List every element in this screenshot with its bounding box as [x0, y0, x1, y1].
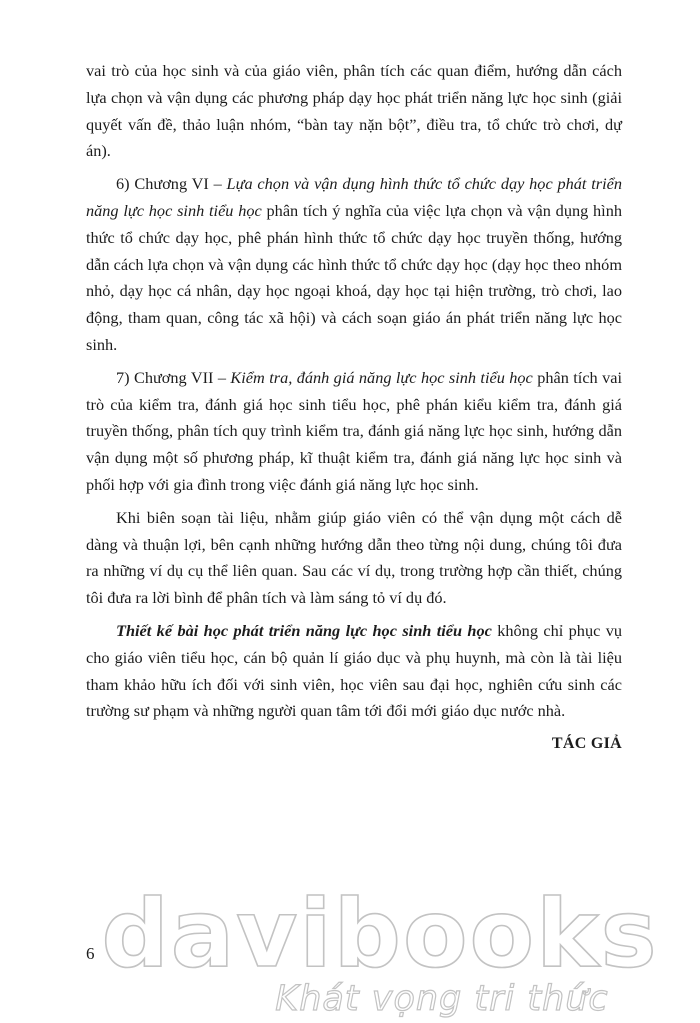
- paragraph-chapter-vii: [86, 365, 622, 499]
- chapter-vi-description: phân tích ý nghĩa của việc lựa chọn và vận dụng hình thức tổ chức dạy học, phê phán hình thức tổ chức dạy học truyền thống, hướng dẫn cách lựa chọn và vận dụng các hình thức tổ chức dạy học (dạy học theo nhóm nhỏ, dạy học cá nhân, dạy học ngoại khoá, dạy học tại hiện trường, trò chơi, lao động, tham quan, công tác xã hội) và cách soạn giáo án phát triển năng lực học sinh.: [86, 200, 622, 354]
- paragraph-chapter-vi: [86, 171, 622, 359]
- book-purpose-text: không chỉ phục vụ cho giáo viên tiểu học, cán bộ quản lí giáo dục và phụ huynh, mà còn là tài liệu tham khảo hữu ích đối với sinh viên, học viên sau đại học, nghiên cứu sinh các trường sư phạm và những người quan tâm tới đổi mới giáo dục nước nhà.: [86, 620, 622, 721]
- chapter-vii-description: phân tích vai trò của kiểm tra, đánh giá học sinh tiểu học, phê phán kiểu kiểm tra, đánh giá truyền thống, phân tích quy trình kiểm tra, đánh giá năng lực học sinh, hướng dẫn vận dụng một số phương pháp, kĩ thuật kiểm tra, đánh giá năng lực học sinh và phối hợp với gia đình trong việc đánh giá năng lực học sinh.: [86, 367, 622, 494]
- author-signature: TÁC GIẢ: [551, 735, 622, 753]
- watermark-brand: davibooks: [101, 880, 659, 989]
- chapter-vi-label: 6) Chương VI –: [116, 174, 227, 194]
- page-body-text: [86, 58, 622, 758]
- chapter-vii-label: 7) Chương VII –: [116, 367, 231, 387]
- book-title: Thiết kế bài học phát triển năng lực học sinh tiểu học: [116, 620, 492, 640]
- paragraph-book-purpose: [86, 618, 622, 725]
- page-number: 6: [86, 944, 95, 963]
- watermark-slogan: Khát vọng tri thức: [275, 979, 609, 1019]
- chapter-vi-title: Lựa chọn và vận dụng hình thức tổ chức dạy học phát triển năng lực học sinh tiểu học: [86, 174, 622, 220]
- chapter-vii-title: Kiểm tra, đánh giá năng lực học sinh tiểu học: [230, 367, 533, 387]
- paragraph-examples: Khi biên soạn tài liệu, nhằm giúp giáo viên có thể vận dụng một cách dễ dàng và thuận lợi, bên cạnh những hướng dẫn theo từng nội dung, chúng tôi đưa ra những ví dụ cụ thể liên quan. Sau các ví dụ, trong trường hợp cần thiết, chúng tôi đưa ra lời bình để phân tích và làm sáng tỏ ví dụ đó.: [86, 507, 622, 608]
- paragraph-chapter-v-continued: vai trò của học sinh và của giáo viên, phân tích các quan điểm, hướng dẫn cách lựa chọn và vận dụng các phương pháp dạy học phát triển năng lực học sinh (giải quyết vấn đề, thảo luận nhóm, “bàn tay nặn bột”, điều tra, tổ chức trò chơi, dự án).: [86, 61, 622, 161]
